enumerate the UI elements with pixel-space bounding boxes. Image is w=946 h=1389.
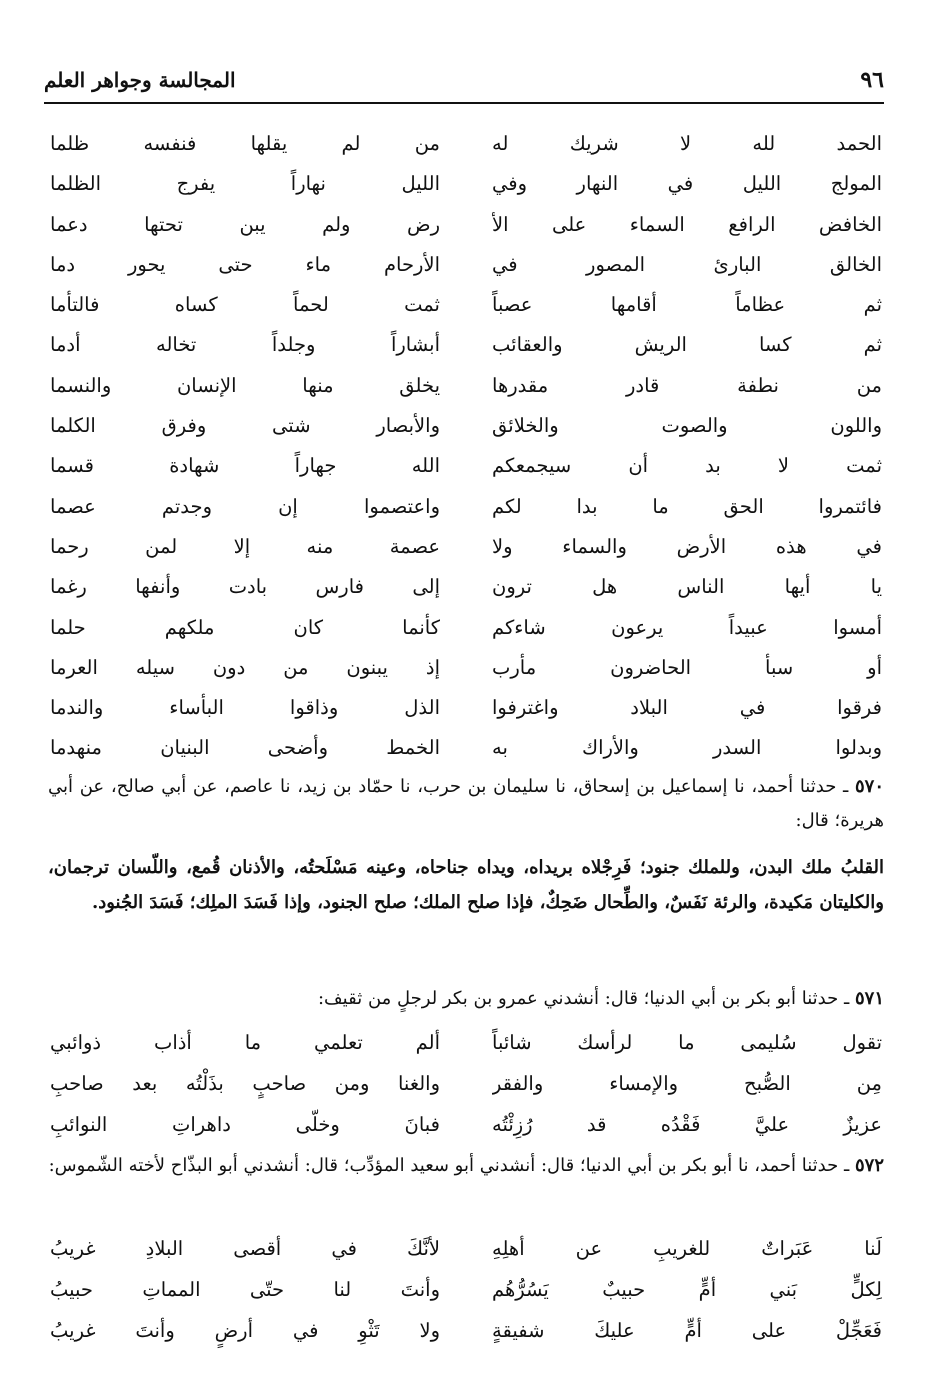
hemistich-left: الذل وذاقوا البأساء والندما [50,696,440,720]
hemistich-left: من لم يقلها فنفسه ظلما [50,132,440,155]
hemistich-right: أمسوا عبيداً يرعون شاءكم [492,615,882,639]
hemistich-right: لِكلٍّ بَني أمٍّ حبيبٌ يَسُرُّهُم [492,1278,882,1301]
hemistich-left: إذ يبنون من دون سيله العرما [50,655,440,679]
hemistich-left: والغنا ومن صاحبٍ بذَلْتُه بعد صاحبِ [50,1072,440,1095]
book-title: المجالسة وجواهر العلم [44,68,236,92]
page-header [44,58,884,104]
hemistich-right: ثم كسا الريش والعقائب [492,333,882,357]
hemistich-right: الخافض الرافع السماء على الأ [492,212,882,236]
hemistich-left: عصمة منه إلا لمن رحما [50,534,440,558]
hemistich-right: المولج الليل في النهار وفي [492,172,882,196]
hemistich-left: ثمت لحماً كساه فالتأما [50,293,440,317]
hemistich-left: والأبصار شتى وفرق الكلما [50,414,440,438]
hemistich-right: تقول سُليمى ما لرأسك شائباً [492,1031,882,1054]
hemistich-left: الله جهاراً شهادة قسما [50,454,440,478]
verse-line [50,1310,882,1351]
hemistich-right: لَنا عَبَراتٌ للغريبِ عن أهلِهِ [492,1237,882,1260]
hemistich-left: إلى فارس بادت وأنفها رغما [50,575,440,599]
isnad-text: حدثنا أحمد، نا إسماعيل بن إسحاق، نا سليمان بن حرب، نا حمّاد بن زيد، نا عاصم، عن أبي صالح، عن أبي هريرة؛ قال: [48,776,884,831]
hemistich-left: واعتصموا إن وجدتم عصما [50,494,440,518]
hemistich-left: كأنما كان ملكهم حلما [50,615,440,639]
verse-line [50,446,882,486]
verse-line [50,285,882,325]
verse-line [50,164,882,204]
verse-line [50,527,882,567]
hemistich-right: يا أيها الناس هل ترون [492,575,882,599]
isnad-text: حدثنا أحمد، نا أبو بكر بن أبي الدنيا؛ قال: أنشدني أبو سعيد المؤدِّب؛ قال: أنشدني أبو البذّاح لأخته الشّموس: [48,1155,839,1176]
verse-line [50,1022,882,1063]
hemistich-right: الخالق البارئ المصور في [492,252,882,276]
poem-1 [50,124,882,769]
verse-line [50,205,882,245]
hemistich-left: وأنتَ لنا حتّى المماتِ حبيبُ [50,1278,440,1301]
page-number: ٩٦ [860,67,884,93]
hemistich-right: ثمت لا بد أن سيجمعكم [492,454,882,478]
verse-line [50,366,882,406]
verse-line [50,1063,882,1104]
poem-3 [50,1228,882,1351]
hemistich-left: ولا تَثْوِ في أرضٍ وأنتَ غريبُ [50,1319,440,1342]
verse-line [50,728,882,768]
hemistich-left: رض ولم يبن تحتها دعما [50,212,440,236]
hemistich-right: فائتمروا الحق ما بدا لكم [492,494,882,518]
hemistich-left: لأنَّكَ في أقصى البلادِ غريبُ [50,1237,440,1260]
entry-number: ٥٧١ [854,988,884,1009]
hemistich-left: الليل نهاراً يفرج الظلما [50,172,440,196]
isnad-text: حدثنا أبو بكر بن أبي الدنيا؛ قال: أنشدني عمرو بن بكر لرجلٍ من ثقيف: [317,988,839,1009]
entry-571-isnad: ٥٧١ ـ حدثنا أبو بكر بن أبي الدنيا؛ قال: أنشدني عمرو بن بكر لرجلٍ من ثقيف: [317,988,884,1009]
hemistich-right: أو سبأ الحاضرون مأرب [492,655,882,679]
hemistich-left: ألم تعلمي ما أذاب ذوائبي [50,1031,440,1054]
poem-2 [50,1022,882,1145]
hemistich-right: واللون والصوت والخلائق [492,414,882,438]
entry-number: ٥٧٠ [855,776,885,797]
hemistich-right: في هذه الأرض والسماء ولا [492,534,882,558]
hemistich-right: الحمد لله لا شريك له [492,132,882,155]
hemistich-left: فبانَ وخلّى داهراتِ النوائبِ [50,1113,440,1136]
verse-line [50,124,882,164]
verse-line [50,245,882,285]
hemistich-left: أبشاراً وجلداً تخاله أدما [50,333,440,357]
hemistich-left: الأرحام ماء حتى يحور دما [50,252,440,276]
hemistich-right: مِن الصُّبح والإمساء والفقر [492,1072,882,1095]
entry-572-isnad: ٥٧٢ ـ حدثنا أحمد، نا أبو بكر بن أبي الدنيا؛ قال: أنشدني أبو سعيد المؤدِّب؛ قال: أنشدني أبو البذّاح لأخته الشّموس: [48,1155,884,1176]
verse-line [50,1228,882,1269]
verse-line [50,406,882,446]
verse-line [50,1269,882,1310]
hemistich-left: يخلق منها الإنسان والنسما [50,373,440,397]
hemistich-right: فَعَجِّلْ على أمٍّ عليكَ شفيقةٍ [492,1319,882,1342]
hemistich-right: عزيزٌ عليَّ فَقْدُه قد رُزِئْتُه [492,1113,882,1136]
entry-570-isnad: ٥٧٠ ـ حدثنا أحمد، نا إسماعيل بن إسحاق، نا سليمان بن حرب، نا حمّاد بن زيد، نا عاصم، عن أبي صالح، عن أبي هريرة؛ قال: [48,776,885,831]
verse-line [50,608,882,648]
verse-line [50,688,882,728]
verse-line [50,1104,882,1145]
hemistich-right: وبدلوا السدر والأراك به [492,736,882,760]
hemistich-right: من نطفة قادر مقدرها [492,373,882,397]
verse-line [50,648,882,688]
hemistich-left: الخمط وأضحى البنيان منهدما [50,736,440,760]
hemistich-right: ثم عظاماً أقامها عصباً [492,293,882,317]
entry-570-matn: القلبُ ملك البدن، وللملك جنود؛ فَرِجْلاه بريداه، ويداه جناحاه، وعينه مَسْلَحتُه، والأذنان قُمع، واللّسان ترجمان، والكليتان مَكيدة، والرئة نَفَسٌ، والطِّحال ضَحِكٌ، فإذا صلح الملك؛ صلح الجنود، وإذا فَسَدَ الملِك؛ فَسَدَ الجُنود. [48,857,884,913]
hemistich-right: فرقوا في البلاد واغترفوا [492,696,882,720]
verse-line [50,487,882,527]
verse-line [50,325,882,365]
verse-line [50,567,882,607]
entry-number: ٥٧٢ [854,1155,884,1176]
